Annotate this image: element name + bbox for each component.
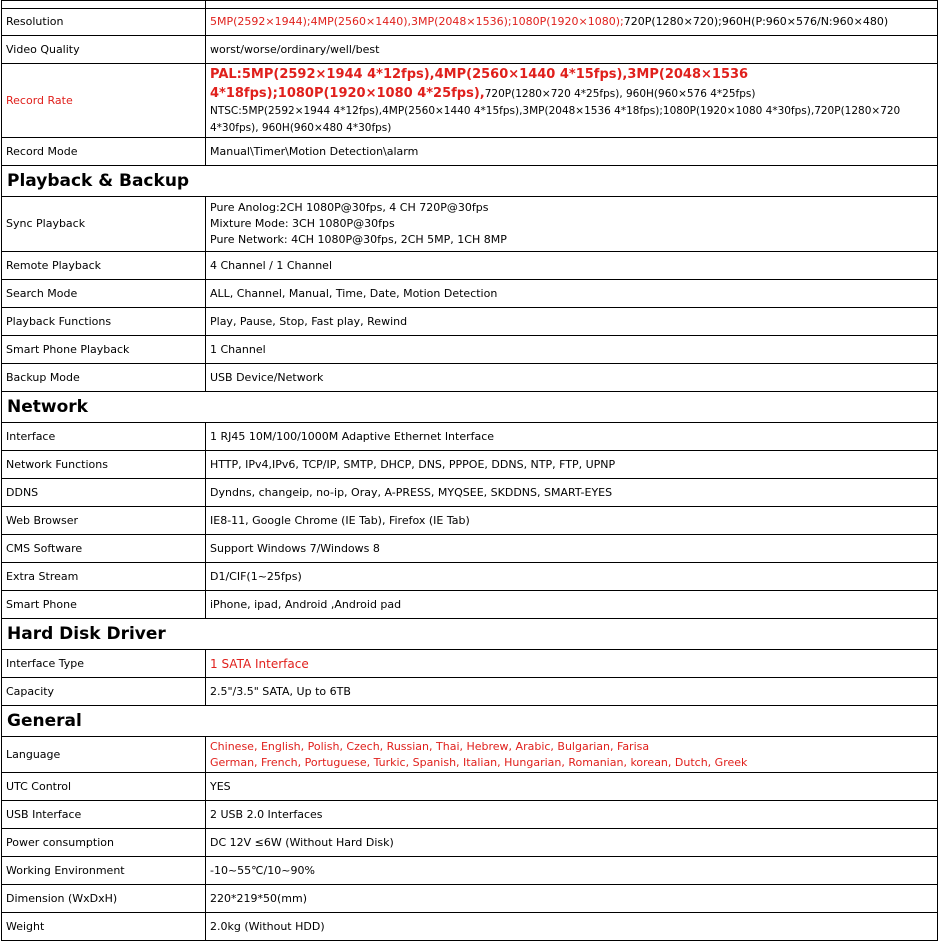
table-row xyxy=(2,64,938,138)
table-row xyxy=(2,678,938,706)
row-label: Video Quality xyxy=(2,36,206,64)
section-title: Hard Disk Driver xyxy=(2,619,938,650)
table-row xyxy=(2,36,938,64)
row-value: 1 Channel xyxy=(206,336,938,364)
row-value: -10~55℃/10~90% xyxy=(206,857,938,885)
row-value: D1/CIF(1~25fps) xyxy=(206,563,938,591)
row-value: 220*219*50(mm) xyxy=(206,885,938,913)
row-label: DDNS xyxy=(2,479,206,507)
row-value xyxy=(206,737,938,773)
row-label: Smart Phone xyxy=(2,591,206,619)
row-value: HTTP, IPv4,IPv6, TCP/IP, SMTP, DHCP, DNS, PPPOE, DDNS, NTP, FTP, UPNP xyxy=(206,451,938,479)
table-row xyxy=(2,857,938,885)
language-line: German, French, Portuguese, Turkic, Spanish, Italian, Hungarian, Romanian, korean, Dutch, Greek xyxy=(210,755,748,769)
record-rate-ntsc: NTSC:5MP(2592×1944 4*12fps),4MP(2560×1440 4*15fps),3MP(2048×1536 4*18fps);1080P(1920×1080 4*30fps),720P(1280×720 4*30fps), 960H(960×480 4*30fps) xyxy=(210,104,901,134)
row-label: Resolution xyxy=(2,9,206,36)
row-label: Interface xyxy=(2,423,206,451)
table-row xyxy=(2,563,938,591)
table-row xyxy=(2,591,938,619)
table-row xyxy=(2,885,938,913)
row-label: Working Environment xyxy=(2,857,206,885)
row-label: Remote Playback xyxy=(2,252,206,280)
table-row xyxy=(2,773,938,801)
row-value: IE8-11, Google Chrome (IE Tab), Firefox (IE Tab) xyxy=(206,507,938,535)
row-label: UTC Control xyxy=(2,773,206,801)
row-label: Web Browser xyxy=(2,507,206,535)
row-label: Record Mode xyxy=(2,138,206,166)
resolution-text: 720P(1280×720);960H(P:960×576/N:960×480) xyxy=(623,15,889,28)
row-value xyxy=(206,197,938,252)
row-value: 2.0kg (Without HDD) xyxy=(206,913,938,941)
row-label: Weight xyxy=(2,913,206,941)
table-row xyxy=(2,423,938,451)
row-label: Backup Mode xyxy=(2,364,206,392)
row-label: Search Mode xyxy=(2,280,206,308)
section-header xyxy=(2,619,938,650)
value-line: Pure Network: 4CH 1080P@30fps, 2CH 5MP, 1CH 8MP xyxy=(210,233,507,246)
row-label: Extra Stream xyxy=(2,563,206,591)
row-value xyxy=(206,9,938,36)
table-row xyxy=(2,507,938,535)
row-label: CMS Software xyxy=(2,535,206,563)
value-line: Pure Anolog:2CH 1080P@30fps, 4 CH 720P@30fps xyxy=(210,201,489,214)
language-line: Chinese, English, Polish, Czech, Russian, Thai, Hebrew, Arabic, Bulgarian, Farisa xyxy=(210,739,650,753)
row-value: 1 SATA Interface xyxy=(206,650,938,678)
row-label: Interface Type xyxy=(2,650,206,678)
table-row xyxy=(2,451,938,479)
record-rate-pal-red: PAL:5MP(2592×1944 4*12fps),4MP(2560×1440 4*15fps),3MP(2048×1536 4*18fps);1080P(1920×1080 4*25fps), xyxy=(210,66,749,101)
row-label: Sync Playback xyxy=(2,197,206,252)
row-label: Record Rate xyxy=(2,64,206,138)
section-title: Playback & Backup xyxy=(2,166,938,197)
section-title: Network xyxy=(2,392,938,423)
table-row xyxy=(2,138,938,166)
row-value: worst/worse/ordinary/well/best xyxy=(206,36,938,64)
row-value: iPhone, ipad, Android ,Android pad xyxy=(206,591,938,619)
section-title: General xyxy=(2,706,938,737)
row-value: Play, Pause, Stop, Fast play, Rewind xyxy=(206,308,938,336)
row-value: 2.5"/3.5" SATA, Up to 6TB xyxy=(206,678,938,706)
row-value: DC 12V ≤6W (Without Hard Disk) xyxy=(206,829,938,857)
section-header xyxy=(2,706,938,737)
row-label: Capacity xyxy=(2,678,206,706)
table-row xyxy=(2,197,938,252)
table-row xyxy=(2,308,938,336)
row-value: Manual\Timer\Motion Detection\alarm xyxy=(206,138,938,166)
section-header xyxy=(2,166,938,197)
row-value: ALL, Channel, Manual, Time, Date, Motion Detection xyxy=(206,280,938,308)
row-value xyxy=(206,1,938,9)
table-row xyxy=(2,364,938,392)
table-row xyxy=(2,280,938,308)
row-label: Smart Phone Playback xyxy=(2,336,206,364)
row-label: Power consumption xyxy=(2,829,206,857)
table-row xyxy=(2,252,938,280)
table-row xyxy=(2,829,938,857)
row-label: USB Interface xyxy=(2,801,206,829)
table-row xyxy=(2,737,938,773)
row-label: Playback Functions xyxy=(2,308,206,336)
row-label xyxy=(2,1,206,9)
table-row xyxy=(2,1,938,9)
table-row xyxy=(2,336,938,364)
section-header xyxy=(2,392,938,423)
row-value: 4 Channel / 1 Channel xyxy=(206,252,938,280)
row-label: Language xyxy=(2,737,206,773)
table-row xyxy=(2,650,938,678)
row-label: Network Functions xyxy=(2,451,206,479)
row-value xyxy=(206,64,938,138)
table-row xyxy=(2,913,938,941)
row-value: 2 USB 2.0 Interfaces xyxy=(206,801,938,829)
row-value: USB Device/Network xyxy=(206,364,938,392)
table-row xyxy=(2,479,938,507)
row-value: Dyndns, changeip, no-ip, Oray, A-PRESS, MYQSEE, SKDDNS, SMART-EYES xyxy=(206,479,938,507)
table-row xyxy=(2,801,938,829)
record-rate-pal-rest: 720P(1280×720 4*25fps), 960H(960×576 4*25fps) xyxy=(484,87,756,100)
spec-table xyxy=(1,0,938,941)
row-label: Dimension (WxDxH) xyxy=(2,885,206,913)
row-value: Support Windows 7/Windows 8 xyxy=(206,535,938,563)
value-line: Mixture Mode: 3CH 1080P@30fps xyxy=(210,217,395,230)
row-value: YES xyxy=(206,773,938,801)
row-value: 1 RJ45 10M/100/1000M Adaptive Ethernet Interface xyxy=(206,423,938,451)
table-row xyxy=(2,535,938,563)
resolution-red-text: 5MP(2592×1944);4MP(2560×1440),3MP(2048×1536);1080P(1920×1080); xyxy=(210,15,624,28)
table-row xyxy=(2,9,938,36)
